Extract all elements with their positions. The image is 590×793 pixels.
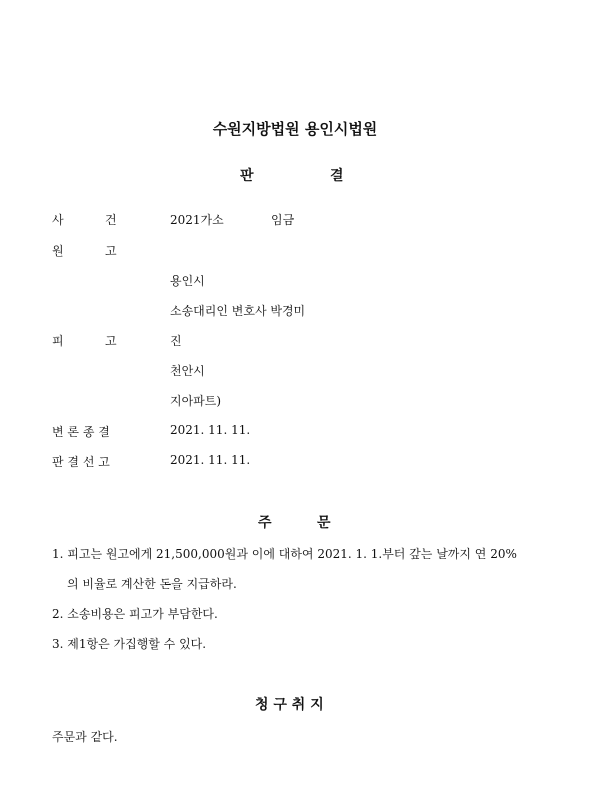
defendant-address-line1: 천안시 — [170, 364, 205, 378]
order-heading-right: 문 — [317, 515, 331, 531]
closing-date: 2021. 11. 11. — [170, 423, 251, 437]
order-heading-left: 주 — [258, 515, 272, 531]
claim-heading: 청 구 취 지 — [255, 697, 324, 713]
plaintiff-address: 용인시 — [170, 274, 205, 288]
document-title-right: 결 — [330, 168, 344, 184]
defendant-label-2: 고 — [105, 334, 117, 348]
closing-label: 변 론 종 결 — [52, 425, 110, 439]
ruling-label: 판 결 선 고 — [52, 455, 110, 469]
plaintiff-label-1: 원 — [52, 244, 64, 258]
case-label-1: 사 — [52, 213, 64, 227]
order-item-3: 3. 제1항은 가집행할 수 있다. — [52, 637, 207, 651]
order-item-1-line-2: 의 비율로 계산한 돈을 지급하라. — [67, 577, 237, 591]
case-name: 임금 — [271, 213, 295, 227]
defendant-label-1: 피 — [52, 334, 64, 348]
document-title-left: 판 — [240, 168, 254, 184]
claim-text: 주문과 같다. — [52, 730, 118, 744]
defendant-address-line2: 지아파트) — [170, 394, 222, 408]
case-number: 2021가소 — [170, 213, 224, 227]
plaintiff-label-2: 고 — [105, 244, 117, 258]
plaintiff-counsel: 소송대리인 변호사 박경미 — [170, 304, 306, 318]
ruling-date: 2021. 11. 11. — [170, 453, 251, 467]
order-item-1-line-1: 1. 피고는 원고에게 21,500,000원과 이에 대하여 2021. 1. 1.부터 갚는 날까지 연 20% — [52, 547, 517, 561]
case-label-2: 건 — [105, 213, 117, 227]
order-item-2: 2. 소송비용은 피고가 부담한다. — [52, 607, 218, 621]
defendant-name: 진 — [170, 334, 182, 348]
court-name: 수원지방법원 용인시법원 — [212, 120, 378, 138]
